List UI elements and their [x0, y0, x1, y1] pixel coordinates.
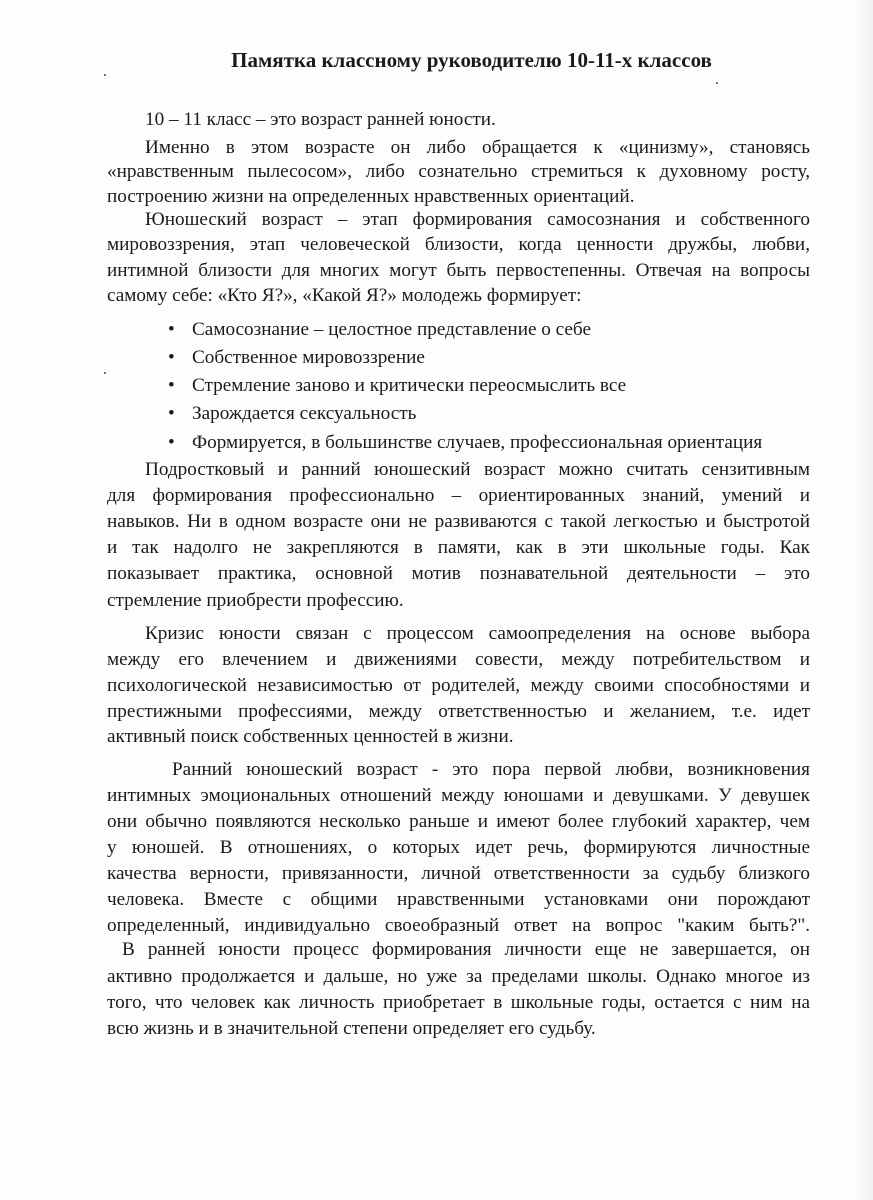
text-line: активно продолжается и дальше, но уже за пределами школы. Однако многое из: [107, 966, 810, 987]
bullet-list-item: Зарождается сексуальность: [192, 403, 417, 424]
text-line: «нравственным пылесосом», либо сознательно стремиться к духовному росту,: [107, 161, 810, 182]
text-line: определенный, индивидуально своеобразный ответ на вопрос "каким быть?".: [107, 915, 810, 936]
text-line: престижными профессиями, между ответственностью и желанием, т.е. идет: [107, 701, 810, 722]
bullet-list-item: Самосознание – целостное представление о себе: [192, 319, 591, 340]
bullet-icon: •: [168, 347, 175, 368]
bullet-list-item: Формируется, в большинстве случаев, профессиональная ориентация: [192, 432, 763, 453]
text-line: всю жизнь и в значительной степени определяет его судьбу.: [107, 1018, 596, 1039]
text-line: между его влечением и движениями совести, между потребительством и: [107, 649, 810, 670]
text-line: В ранней юности процесс формирования личности еще не завершается, он: [122, 939, 810, 960]
text-line: стремление приобрести профессию.: [107, 590, 404, 611]
bullet-icon: •: [168, 319, 175, 340]
text-line: они обычно появляются несколько раньше и имеют более глубокий характер, чем: [107, 811, 810, 832]
text-line: интимных эмоциональных отношений между юношами и девушками. У девушек: [107, 785, 810, 806]
text-line: показывает практика, основной мотив познавательной деятельности – это: [107, 563, 810, 584]
text-line: психологической независимостью от родителей, между своими способностями и: [107, 675, 810, 696]
text-line: и так надолго не закрепляются в памяти, как в эти школьные годы. Как: [107, 537, 810, 558]
text-line: Подростковый и ранний юношеский возраст можно считать сензитивным: [145, 459, 810, 480]
text-line: интимной близости для многих могут быть первостепенны. Отвечая на вопросы: [107, 260, 810, 281]
text-line: активный поиск собственных ценностей в жизни.: [107, 726, 514, 747]
text-line: 10 – 11 класс – это возраст ранней юности.: [145, 109, 496, 130]
text-line: у юношей. В отношениях, о которых идет речь, формируются личностные: [107, 837, 810, 858]
scan-edge-shadow: [851, 0, 873, 1200]
text-line: человека. Вместе с общими нравственными установками они порождают: [107, 889, 810, 910]
text-line: навыков. Ни в одном возрасте они не развиваются с такой легкостью и быстротой: [107, 511, 810, 532]
text-line: Юношеский возраст – этап формирования самосознания и собственного: [145, 209, 810, 230]
text-line: того, что человек как личность приобретает в школьные годы, остается с ним на: [107, 992, 810, 1013]
bullet-icon: •: [168, 403, 175, 424]
text-line: построению жизни на определенных нравственных ориентаций.: [107, 186, 635, 207]
scan-speck: [716, 82, 718, 84]
text-line: Именно в этом возрасте он либо обращается к «цинизму», становясь: [145, 137, 810, 158]
bullet-icon: •: [168, 432, 175, 453]
scan-speck: [104, 74, 106, 76]
scan-speck: [104, 372, 106, 374]
text-line: Кризис юности связан с процессом самоопределения на основе выбора: [145, 623, 810, 644]
bullet-icon: •: [168, 375, 175, 396]
text-line: качества верности, привязанности, личной ответственности за судьбу близкого: [107, 863, 810, 884]
document-title: Памятка классному руководителю 10-11-х классов: [231, 48, 712, 72]
text-line: для формирования профессионально – ориентированных знаний, умений и: [107, 485, 810, 506]
bullet-list-item: Собственное мировоззрение: [192, 347, 425, 368]
text-line: мировоззрения, этап человеческой близости, когда ценности дружбы, любви,: [107, 234, 810, 255]
text-line: Ранний юношеский возраст - это пора первой любви, возникновения: [172, 759, 810, 780]
text-line: самому себе: «Кто Я?», «Какой Я?» молодежь формирует:: [107, 285, 582, 306]
bullet-list-item: Стремление заново и критически переосмыслить все: [192, 375, 627, 396]
